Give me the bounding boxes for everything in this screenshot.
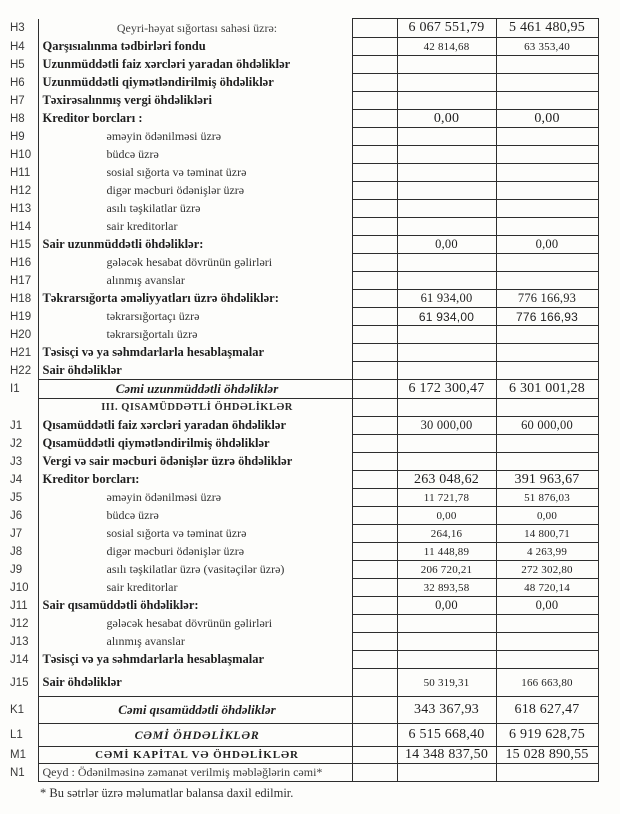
table-row [0, 272, 598, 290]
value-col1: 343 367,93 [397, 697, 496, 724]
table-row [0, 561, 598, 579]
row-code: J11 [10, 599, 28, 612]
value-col2: 60 000,00 [496, 417, 598, 435]
note-cell [352, 362, 397, 380]
value-col1 [397, 128, 496, 146]
row-label: Sair qısamüddətli öhdəliklər: [38, 597, 352, 615]
value-col2 [496, 128, 598, 146]
value-col2 [496, 435, 598, 453]
value-col1: 0,00 [397, 507, 496, 525]
note-cell [352, 218, 397, 236]
value-col1: 30 000,00 [397, 417, 496, 435]
row-code: H17 [10, 274, 32, 287]
value-col1 [397, 56, 496, 74]
note-cell [352, 399, 397, 417]
value-col1 [397, 633, 496, 651]
note-cell [352, 38, 397, 56]
value-col2: 48 720,14 [496, 579, 598, 597]
table-row [0, 747, 598, 764]
note-cell [352, 344, 397, 362]
note-cell [352, 110, 397, 128]
row-code: J7 [10, 527, 23, 540]
value-col1: 32 893,58 [397, 579, 496, 597]
value-col2: 5 461 480,95 [496, 19, 598, 38]
row-code: J8 [10, 545, 23, 558]
row-label: Uzunmüddətli qiymətləndirilmiş öhdəliklər [38, 74, 352, 92]
value-col1: 206 720,21 [397, 561, 496, 579]
table-row [0, 308, 598, 326]
row-code: H7 [10, 94, 25, 107]
value-col2 [496, 254, 598, 272]
row-code: H22 [10, 364, 32, 377]
row-code: H6 [10, 76, 25, 89]
value-col2 [496, 615, 598, 633]
table-row [0, 164, 598, 182]
note-cell [352, 471, 397, 489]
note-cell [352, 380, 397, 399]
row-code: J3 [10, 455, 23, 468]
row-label: CƏMİ KAPİTAL VƏ ÖHDƏLİKLƏR [38, 747, 352, 764]
row-label: Qeyd : Ödənilməsinə zəmanət verilmiş məbləğlərin cəmi* [38, 764, 352, 782]
row-code: H8 [10, 112, 25, 125]
value-col2: 776 166,93 [496, 308, 598, 326]
table-row [0, 92, 598, 110]
value-col2: 618 627,47 [496, 697, 598, 724]
row-label: əməyin ödənilməsi üzrə [38, 128, 352, 146]
row-label: sosial sığorta və təminat üzrə [38, 525, 352, 543]
table-row [0, 56, 598, 74]
value-col2: 272 302,80 [496, 561, 598, 579]
value-col1: 61 934,00 [397, 308, 496, 326]
row-code: H20 [10, 328, 32, 341]
table-row [0, 182, 598, 200]
note-cell [352, 272, 397, 290]
value-col1 [397, 326, 496, 344]
note-cell [352, 182, 397, 200]
value-col1: 0,00 [397, 110, 496, 128]
table-row [0, 218, 598, 236]
value-col1 [397, 146, 496, 164]
note-cell [352, 615, 397, 633]
value-col2 [496, 651, 598, 669]
table-row [0, 399, 598, 417]
value-col1: 264,16 [397, 525, 496, 543]
note-cell [352, 507, 397, 525]
table-row [0, 290, 598, 308]
row-label: Cəmi uzunmüddətli öhdəliklər [38, 380, 352, 399]
row-label: Təsisçi və ya səhmdarlarla hesablaşmalar [38, 651, 352, 669]
value-col2 [496, 74, 598, 92]
row-code: H5 [10, 58, 25, 71]
table-row [0, 471, 598, 489]
table-row [0, 110, 598, 128]
note-cell [352, 435, 397, 453]
value-col2: 14 800,71 [496, 525, 598, 543]
note-cell [352, 579, 397, 597]
note-cell [352, 489, 397, 507]
value-col2: 0,00 [496, 236, 598, 254]
table-row [0, 724, 598, 747]
row-code: J9 [10, 563, 23, 576]
table-row [0, 128, 598, 146]
value-col1 [397, 615, 496, 633]
table-row [0, 597, 598, 615]
row-label: Sair uzunmüddətli öhdəliklər: [38, 236, 352, 254]
row-label: Sair öhdəliklər [38, 669, 352, 697]
note-cell [352, 74, 397, 92]
value-col2 [496, 326, 598, 344]
row-code: H15 [10, 238, 32, 251]
row-code: H14 [10, 220, 32, 233]
row-label: sair kreditorlar [38, 218, 352, 236]
value-col2: 6 301 001,28 [496, 380, 598, 399]
row-label: Kreditor borcları : [38, 110, 352, 128]
value-col1 [397, 435, 496, 453]
row-code: J12 [10, 617, 29, 630]
note-cell [352, 92, 397, 110]
row-label: CƏMİ ÖHDƏLİKLƏR [38, 724, 352, 747]
table-row [0, 74, 598, 92]
value-col2 [496, 56, 598, 74]
row-code: M1 [10, 749, 26, 761]
row-label: Təkrarsığorta əməliyyatları üzrə öhdəliklər: [38, 290, 352, 308]
value-col2: 166 663,80 [496, 669, 598, 697]
value-col1 [397, 164, 496, 182]
table-row [0, 651, 598, 669]
note-cell [352, 19, 397, 38]
table-row [0, 543, 598, 561]
row-code: H12 [10, 184, 32, 197]
row-label: gələcək hesabat dövrünün gəlirləri [38, 254, 352, 272]
value-col2: 6 919 628,75 [496, 724, 598, 747]
table-row [0, 507, 598, 525]
table-row [0, 19, 598, 38]
value-col1: 6 515 668,40 [397, 724, 496, 747]
value-col1: 11 721,78 [397, 489, 496, 507]
table-row [0, 417, 598, 435]
value-col1 [397, 200, 496, 218]
value-col2: 776 166,93 [496, 290, 598, 308]
row-code: H18 [10, 292, 32, 305]
value-col1 [397, 651, 496, 669]
table-row [0, 435, 598, 453]
value-col1: 14 348 837,50 [397, 747, 496, 764]
row-label: Uzunmüddətli faiz xərcləri yaradan öhdəliklər [38, 56, 352, 74]
row-code: J13 [10, 635, 29, 648]
value-col2: 391 963,67 [496, 471, 598, 489]
value-col1 [397, 344, 496, 362]
note-cell [352, 236, 397, 254]
value-col2 [496, 633, 598, 651]
value-col2 [496, 453, 598, 471]
value-col2 [496, 362, 598, 380]
value-col2 [496, 182, 598, 200]
value-col1: 6 067 551,79 [397, 19, 496, 38]
note-cell [352, 417, 397, 435]
value-col2 [496, 164, 598, 182]
balance-table-body [0, 19, 598, 782]
note-cell [352, 164, 397, 182]
row-code: J10 [10, 581, 29, 594]
table-row [0, 326, 598, 344]
value-col1: 263 048,62 [397, 471, 496, 489]
note-cell [352, 525, 397, 543]
note-cell [352, 290, 397, 308]
value-col2: 63 353,40 [496, 38, 598, 56]
table-row [0, 362, 598, 380]
table-row [0, 615, 598, 633]
note-cell [352, 747, 397, 764]
row-label: Qarşısıalınma tədbirləri fondu [38, 38, 352, 56]
row-code: H16 [10, 256, 32, 269]
row-label: digər məcburi ödənişlər üzrə [38, 182, 352, 200]
row-label: asılı təşkilatlar üzrə [38, 200, 352, 218]
row-label: Cəmi qısamüddətli öhdəliklər [38, 697, 352, 724]
value-col1 [397, 453, 496, 471]
value-col1 [397, 92, 496, 110]
row-label: Təxirəsalınmış vergi öhdəlikləri [38, 92, 352, 110]
row-code: J6 [10, 509, 23, 522]
value-col1: 42 814,68 [397, 38, 496, 56]
table-row [0, 525, 598, 543]
table-row [0, 254, 598, 272]
value-col1: 50 319,31 [397, 669, 496, 697]
row-code: L1 [10, 729, 23, 741]
row-code: H4 [10, 40, 25, 53]
row-label: digər məcburi ödənişlər üzrə [38, 543, 352, 561]
value-col1 [397, 74, 496, 92]
row-label: Vergi və sair məcburi ödənişlər üzrə öhdəliklər [38, 453, 352, 471]
row-code: J2 [10, 437, 23, 450]
value-col1 [397, 764, 496, 782]
value-col1 [397, 182, 496, 200]
value-col1 [397, 362, 496, 380]
value-col2 [496, 764, 598, 782]
note-cell [352, 146, 397, 164]
value-col2 [496, 399, 598, 417]
table-row [0, 453, 598, 471]
balance-table [0, 18, 599, 782]
row-code: H11 [10, 166, 31, 179]
row-label: asılı təşkilatlar üzrə (vasitəçilər üzrə) [38, 561, 352, 579]
row-label: III. QISAMÜDDƏTLİ ÖHDƏLİKLƏR [38, 399, 352, 417]
value-col2 [496, 200, 598, 218]
value-col1 [397, 272, 496, 290]
row-code: J5 [10, 491, 23, 504]
note-cell [352, 651, 397, 669]
row-label: əməyin ödənilməsi üzrə [38, 489, 352, 507]
note-cell [352, 597, 397, 615]
note-cell [352, 669, 397, 697]
note-cell [352, 453, 397, 471]
note-cell [352, 56, 397, 74]
row-code: N1 [10, 766, 25, 779]
table-row [0, 38, 598, 56]
row-code: H3 [10, 22, 25, 34]
row-code: I1 [10, 383, 20, 395]
row-code: J1 [10, 419, 23, 432]
row-code: J15 [10, 676, 29, 689]
value-col1: 0,00 [397, 597, 496, 615]
table-row [0, 380, 598, 399]
table-row [0, 579, 598, 597]
value-col1 [397, 218, 496, 236]
note-cell [352, 764, 397, 782]
table-row [0, 236, 598, 254]
row-code: H21 [10, 346, 32, 359]
value-col1 [397, 399, 496, 417]
row-code: H10 [10, 148, 32, 161]
value-col1: 11 448,89 [397, 543, 496, 561]
row-code: H9 [10, 130, 25, 143]
table-row [0, 669, 598, 697]
row-label: gələcək hesabat dövrünün gəlirləri [38, 615, 352, 633]
table-row [0, 489, 598, 507]
row-label: Qısamüddətli qiymətləndirilmiş öhdəliklər [38, 435, 352, 453]
row-label: təkrarsığortalı üzrə [38, 326, 352, 344]
row-label: sair kreditorlar [38, 579, 352, 597]
value-col2 [496, 92, 598, 110]
value-col1: 0,00 [397, 236, 496, 254]
note-cell [352, 724, 397, 747]
note-cell [352, 697, 397, 724]
row-label: Kreditor borcları: [38, 471, 352, 489]
row-label: alınmış avanslar [38, 633, 352, 651]
row-code: J4 [10, 473, 23, 486]
row-code: H19 [10, 310, 32, 323]
value-col2: 0,00 [496, 110, 598, 128]
row-label: təkrarsığortaçı üzrə [38, 308, 352, 326]
value-col2 [496, 272, 598, 290]
table-row [0, 633, 598, 651]
table-row [0, 146, 598, 164]
table-row [0, 697, 598, 724]
row-code: H13 [10, 202, 32, 215]
row-label: Qeyri-həyat sığortası sahəsi üzrə: [38, 19, 352, 38]
value-col2: 51 876,03 [496, 489, 598, 507]
row-label: büdcə üzrə [38, 507, 352, 525]
row-label: büdcə üzrə [38, 146, 352, 164]
value-col2 [496, 344, 598, 362]
value-col1: 61 934,00 [397, 290, 496, 308]
value-col2: 0,00 [496, 507, 598, 525]
table-row [0, 344, 598, 362]
row-code [0, 399, 38, 417]
footnote: * Bu sətrlər üzrə məlumatlar balansa daxil edilmir. [40, 786, 294, 800]
note-cell [352, 308, 397, 326]
row-code: J14 [10, 653, 29, 666]
value-col1: 6 172 300,47 [397, 380, 496, 399]
row-label: Qısamüddətli faiz xərcləri yaradan öhdəliklər [38, 417, 352, 435]
table-row [0, 764, 598, 782]
value-col2: 0,00 [496, 597, 598, 615]
table-row [0, 200, 598, 218]
note-cell [352, 561, 397, 579]
note-cell [352, 200, 397, 218]
value-col1 [397, 254, 496, 272]
note-cell [352, 326, 397, 344]
row-label: sosial sığorta və təminat üzrə [38, 164, 352, 182]
row-label: Təsisçi və ya səhmdarlarla hesablaşmalar [38, 344, 352, 362]
note-cell [352, 543, 397, 561]
value-col2 [496, 218, 598, 236]
value-col2: 4 263,99 [496, 543, 598, 561]
note-cell [352, 128, 397, 146]
value-col2: 15 028 890,55 [496, 747, 598, 764]
note-cell [352, 254, 397, 272]
row-code: K1 [10, 704, 25, 716]
note-cell [352, 633, 397, 651]
row-label: alınmış avanslar [38, 272, 352, 290]
row-label: Sair öhdəliklər [38, 362, 352, 380]
value-col2 [496, 146, 598, 164]
